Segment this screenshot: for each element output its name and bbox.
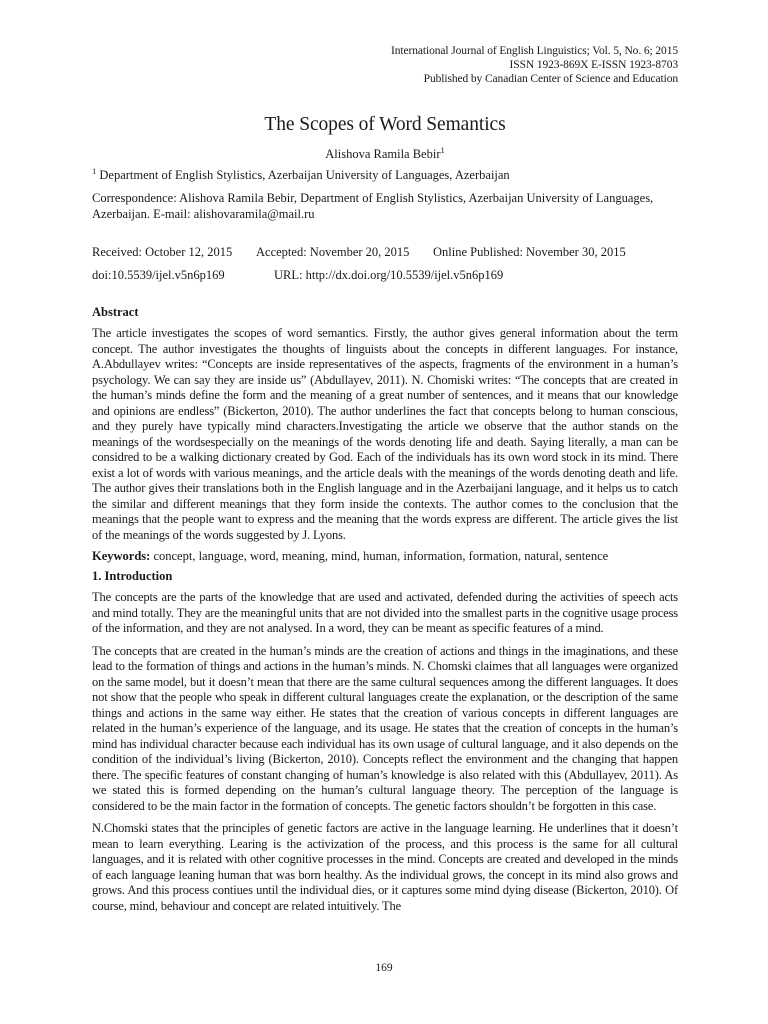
affiliation-mark: 1 bbox=[92, 166, 97, 176]
author-name: Alishova Ramila Bebir bbox=[325, 147, 441, 161]
doi-url[interactable]: URL: http://dx.doi.org/10.5539/ijel.v5n6p169 bbox=[274, 268, 504, 282]
journal-header bbox=[92, 44, 678, 86]
journal-issn: ISSN 1923-869X E-ISSN 1923-8703 bbox=[509, 59, 678, 71]
journal-name: International Journal of English Linguistics; Vol. 5, No. 6; 2015 bbox=[391, 45, 678, 57]
keywords-label: Keywords: bbox=[92, 549, 151, 563]
correspondence: Correspondence: Alishova Ramila Bebir, Department of English Stylistics, Azerbaijan University of Languages, Azerbaijan. E-mail: alishovaramila@mail.ru bbox=[92, 191, 654, 221]
abstract-text: The article investigates the scopes of word semantics. Firstly, the author gives general information about the term concept. The author investigates the thoughts of linguists about the concepts in different languages. For instance, A.Abdullayev writes: “Concepts are inside representatives of the aspects, fragments of the environment in a human’s psychology. We can say they are inside us” (Abdullayev, 2011). N. Chomiski writes: “The concepts that are created in the human’s minds define the form and the meaning of a great number of sentences, and it means that our knowledge and opinions are endless” (Bickerton, 2010). The author underlines the fact that concepts belong to human conscious, and they purely have typically mind characters.Investigating the article we observe that the author stands on the meanings of the wordsespecially on the meanings of the words denoting life and death. Saying literally, a man can be considred to be a walking dictionary created by God. Each of the individuals has its own word stock in its mind. There exist a lot of words with various meanings, and the article deals with the meanings of the words denoting death and life. The author gives their translations both in the English language and in the Azerbaijani language, and it helps us to catch the similar and different meanings that they form inside the contexts. The author comes to the conclusion that the meanings that the people want to express and the meaning that the words express are different. The article gives the list of the meanings of the words suggested by J. Lyons. bbox=[92, 326, 678, 542]
page-number: 169 bbox=[375, 962, 393, 974]
accepted-date: Accepted: November 20, 2015 bbox=[256, 245, 410, 259]
article-title: The Scopes of Word Semantics bbox=[264, 114, 506, 135]
keywords-list: concept, language, word, meaning, mind, human, information, formation, natural, sentence bbox=[150, 549, 609, 563]
introduction-heading: 1. Introduction bbox=[92, 569, 173, 583]
keywords bbox=[92, 549, 678, 564]
publication-dates bbox=[92, 245, 678, 260]
published-date: Online Published: November 30, 2015 bbox=[433, 245, 626, 259]
introduction-paragraph: N.Chomski states that the principles of genetic factors are active in the language learning. He underlines that it doesn’t mean to learn everything. Learing is the activization of the process, and this process is the same for all cultural languages, and it is related with other cognitive processes in the mind. Concepts are created and developed in the minds of each language leaning human that was born healthy. As the individual grows, the concept in its mind also grows and grows. And this process contiues until the individual dies, or it captures some mind dying disease (Bickerton, 2010). Of course, mind, behaviour and concept are related intuitively. The bbox=[92, 821, 678, 913]
received-date: Received: October 12, 2015 bbox=[92, 245, 233, 259]
introduction-paragraph: The concepts are the parts of the knowledge that are used and activated, defended during the activities of speech acts and mind totally. They are the meaningful units that are not divided into the smallest parts in the cognitive usage process of the information, and they are not analysed. In a word, they can be meant as specific features of a mind. bbox=[92, 590, 678, 635]
introduction-paragraph: The concepts that are created in the human’s minds are the creation of actions and things in the imaginations, and these lead to the formation of things and actions in the human’s minds. N. Chomski claimes that all languages were organized on the same model, but it doesn’t mean that there are the same cultural sequences among the different languages. It does not show that the people who speak in different cultural languages create the explanation, or the description of the same things and actions in the same way either. He states that the creation of various concepts in different languages are related in the human’s experience of the language, and its usage. He states that the creation of concepts in the human’s mind has individual character because each individual has its own usage of cultural language, and it also depends on the condition of the individual’s living (Bickerton, 2010). Concepts reflect the environment and the changing that happen there. The specific features of constant changing of human’s knowledge is also related with this (Abdullayev, 2011). As we stated this is formed depending on the human’s cultural language theory. The perception of the language is considered to be the main factor in the formation of concepts. The genetic factors shouldn’t be forgotten in this case. bbox=[92, 643, 678, 813]
journal-publisher: Published by Canadian Center of Science and Education bbox=[423, 73, 678, 85]
author-line bbox=[92, 147, 678, 162]
doi-line bbox=[92, 268, 678, 283]
doi: doi:10.5539/ijel.v5n6p169 bbox=[92, 268, 225, 282]
article-page bbox=[92, 44, 678, 914]
affiliation bbox=[92, 168, 678, 183]
affiliation-text: Department of English Stylistics, Azerbaijan University of Languages, Azerbaijan bbox=[99, 168, 510, 182]
author-affiliation-mark: 1 bbox=[440, 145, 445, 155]
abstract-heading: Abstract bbox=[92, 305, 139, 319]
